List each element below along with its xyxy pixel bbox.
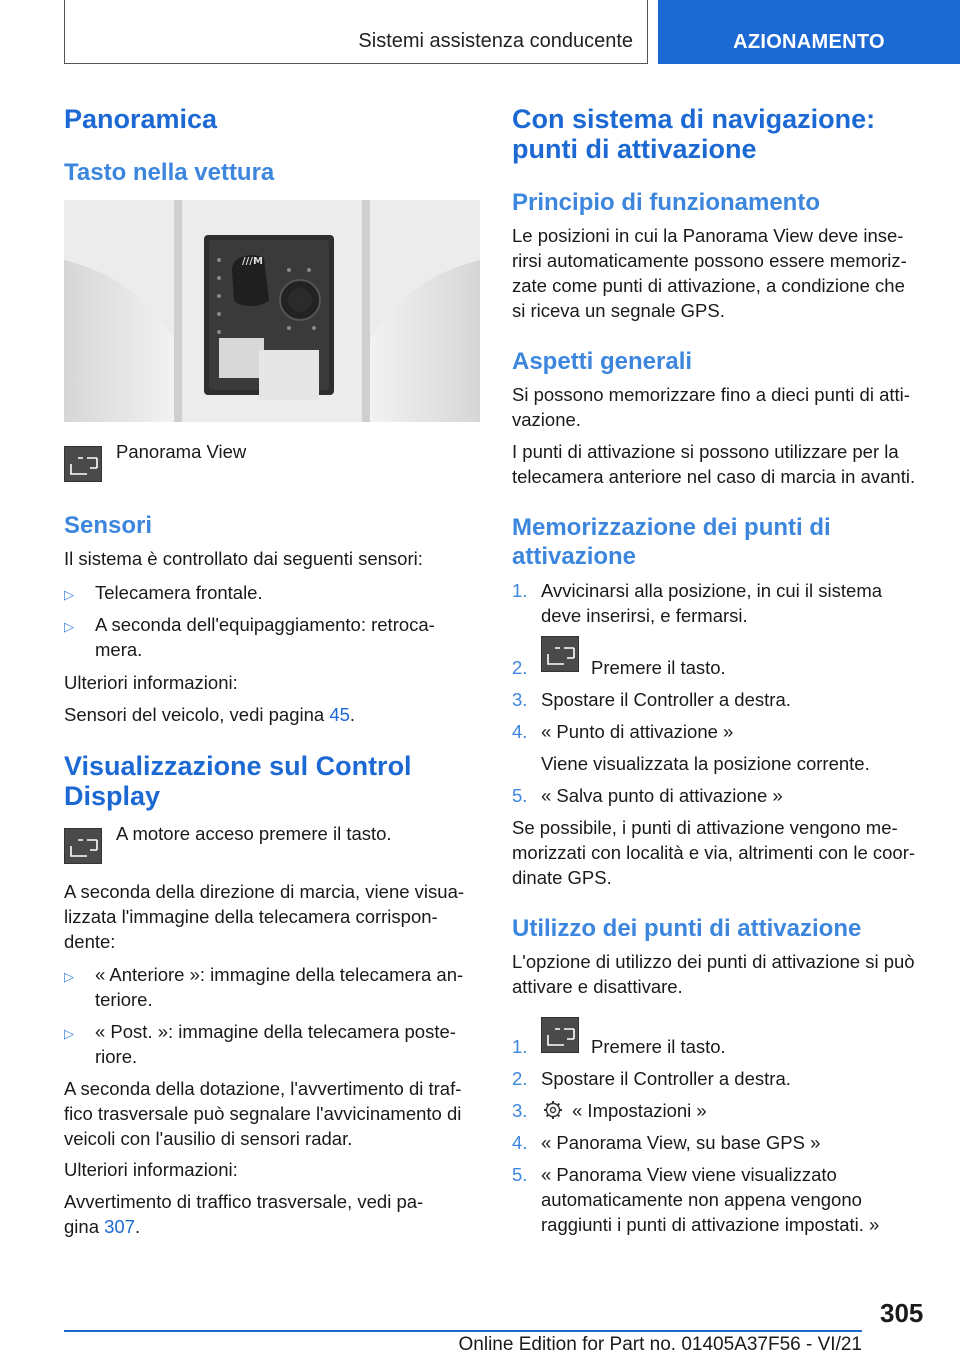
step-number: 1. xyxy=(512,580,528,601)
util-step2: Spostare il Controller a destra. xyxy=(541,1068,791,1089)
heading-visualizzazione-1: Visualizzazione sul Control xyxy=(64,751,412,781)
anteriore-l2: teriore. xyxy=(95,989,153,1010)
header-section-box xyxy=(64,0,648,64)
posteriore-l1: « Post. »: immagine della telecamera poste- xyxy=(95,1021,456,1042)
header-section-title: Sistemi assistenza conducente xyxy=(358,30,633,52)
aspetti-l4: telecamera anteriore nel caso di marcia in avanti. xyxy=(512,466,916,487)
dotazione-l2: fico trasversale può segnalare l'avvicinamento di xyxy=(64,1103,462,1124)
step-number: 2. xyxy=(512,1068,528,1089)
heading-con-sistema-1: Con sistema di navigazione: xyxy=(512,104,876,134)
direzione-l3: dente: xyxy=(64,931,116,952)
util-step5-l1: « Panorama View viene visualizzato xyxy=(541,1164,837,1185)
mem-step3: Spostare il Controller a destra. xyxy=(541,689,791,710)
ulteriori-info-2: Ulteriori informazioni: xyxy=(64,1159,238,1180)
page-link-45[interactable]: 45 xyxy=(329,704,350,725)
step-number: 4. xyxy=(512,721,528,742)
sensori-ref-text: Sensori del veicolo, vedi pagina xyxy=(64,704,330,725)
bullet-icon: ▷ xyxy=(64,1026,74,1041)
avvertimento-ref-text: gina xyxy=(64,1216,105,1237)
util-step1: Premere il tasto. xyxy=(591,1036,726,1057)
util-step3: « Impostazioni » xyxy=(572,1100,707,1121)
panorama-view-icon xyxy=(70,836,98,858)
utilizzo-l1: L'opzione di utilizzo dei punti di attivazione si può xyxy=(512,951,915,972)
possibile-l2: morizzati con località e via, altrimenti con le coor- xyxy=(512,842,916,863)
dotazione-l1: A seconda della dotazione, l'avvertimento di traf- xyxy=(64,1078,462,1099)
principio-l3: zate come punti di attivazione, a condizione che xyxy=(512,275,905,296)
bullet-icon: ▷ xyxy=(64,969,74,984)
step-number: 1. xyxy=(512,1036,528,1057)
possibile-l1: Se possibile, i punti di attivazione vengono me- xyxy=(512,817,898,838)
panorama-view-icon xyxy=(547,644,575,666)
panorama-view-icon xyxy=(547,1025,575,1047)
panorama-view-button-3[interactable] xyxy=(541,636,579,672)
center-console-illustration xyxy=(64,200,480,422)
console-photo xyxy=(64,200,480,422)
heading-memorizzazione-1: Memorizzazione dei punti di xyxy=(512,514,831,541)
header-chapter-tab[interactable] xyxy=(658,0,960,64)
footer-divider xyxy=(64,1330,862,1332)
step-number: 3. xyxy=(512,1100,528,1121)
page-link-307[interactable]: 307 xyxy=(104,1216,135,1237)
utilizzo-l2: attivare e disattivare. xyxy=(512,976,683,997)
step-number: 5. xyxy=(512,785,528,806)
heading-memorizzazione-2: attivazione xyxy=(512,543,637,570)
sensori-bullet-2-line1: A seconda dell'equipaggiamento: retroca- xyxy=(95,614,435,635)
bullet-icon: ▷ xyxy=(64,619,74,634)
gear-icon xyxy=(543,1100,563,1120)
util-step4: « Panorama View, su base GPS » xyxy=(541,1132,821,1153)
sensori-bullet-1: Telecamera frontale. xyxy=(95,582,263,603)
bullet-icon: ▷ xyxy=(64,587,74,602)
mem-step2: Premere il tasto. xyxy=(591,657,726,678)
step-number: 3. xyxy=(512,689,528,710)
step-number: 4. xyxy=(512,1132,528,1153)
aspetti-l3: I punti di attivazione si possono utilizzare per la xyxy=(512,441,899,462)
posteriore-l2: riore. xyxy=(95,1046,138,1067)
dotazione-l3: veicoli con l'ausilio di sensori radar. xyxy=(64,1128,353,1149)
motore-text: A motore acceso premere il tasto. xyxy=(116,823,392,844)
direzione-l1: A seconda della direzione di marcia, viene visua- xyxy=(64,881,465,902)
mem-step4-sub: Viene visualizzata la posizione corrente. xyxy=(541,753,870,774)
heading-utilizzo: Utilizzo dei punti di attivazione xyxy=(512,915,862,942)
principio-l1: Le posizioni in cui la Panorama View deve inse- xyxy=(512,225,904,246)
panorama-view-button[interactable] xyxy=(64,446,102,482)
heading-tasto: Tasto nella vettura xyxy=(64,159,275,186)
avvertimento-ref-l1: Avvertimento di traffico trasversale, vedi pa- xyxy=(64,1191,424,1212)
logo-text: ///M xyxy=(242,256,263,267)
heading-con-sistema-2: punti di attivazione xyxy=(512,134,757,164)
util-step5-l2: automaticamente non appena vengono xyxy=(541,1189,862,1210)
step-number: 5. xyxy=(512,1164,528,1185)
util-step5-l3: raggiunti i punti di attivazione impostati. » xyxy=(541,1214,880,1235)
avvertimento-ref-l2: gina 307. xyxy=(64,1216,141,1237)
panorama-view-button-2[interactable] xyxy=(64,828,102,864)
mem-step1-l1: Avvicinarsi alla posizione, in cui il sistema xyxy=(541,580,883,601)
header-chapter-label: AZIONAMENTO xyxy=(733,31,885,53)
mem-step1-l2: deve inserirsi, e fermarsi. xyxy=(541,605,748,626)
step-number: 2. xyxy=(512,657,528,678)
heading-principio: Principio di funzionamento xyxy=(512,189,820,216)
heading-sensori: Sensori xyxy=(64,512,153,539)
aspetti-l1: Si possono memorizzare fino a dieci punti di atti- xyxy=(512,384,910,405)
ulteriori-info-1: Ulteriori informazioni: xyxy=(64,672,238,693)
sensori-bullet-2-line2: mera. xyxy=(95,639,143,660)
panorama-view-icon xyxy=(70,454,98,476)
sensori-intro: Il sistema è controllato dai seguenti sensori: xyxy=(64,548,423,569)
sensori-ref: Sensori del veicolo, vedi pagina 45. xyxy=(64,704,356,725)
mem-step4: « Punto di attivazione » xyxy=(541,721,734,742)
mem-step5: « Salva punto di attivazione » xyxy=(541,785,783,806)
possibile-l3: dinate GPS. xyxy=(512,867,612,888)
heading-visualizzazione-2: Display xyxy=(64,781,161,811)
page-number: 305 xyxy=(880,1298,924,1328)
heading-panoramica: Panoramica xyxy=(64,104,218,134)
anteriore-l1: « Anteriore »: immagine della telecamera an- xyxy=(95,964,464,985)
online-edition: Online Edition for Part no. 01405A37F56 - VI/21 xyxy=(458,1334,862,1355)
panorama-view-button-4[interactable] xyxy=(541,1017,579,1053)
panorama-view-caption: Panorama View xyxy=(116,441,247,462)
aspetti-l2: vazione. xyxy=(512,409,581,430)
heading-aspetti: Aspetti generali xyxy=(512,348,693,375)
principio-l2: rirsi automaticamente possono essere memoriz- xyxy=(512,250,907,271)
principio-l4: si riceva un segnale GPS. xyxy=(512,300,725,321)
direzione-l2: lizzata l'immagine della telecamera corrispon- xyxy=(64,906,438,927)
